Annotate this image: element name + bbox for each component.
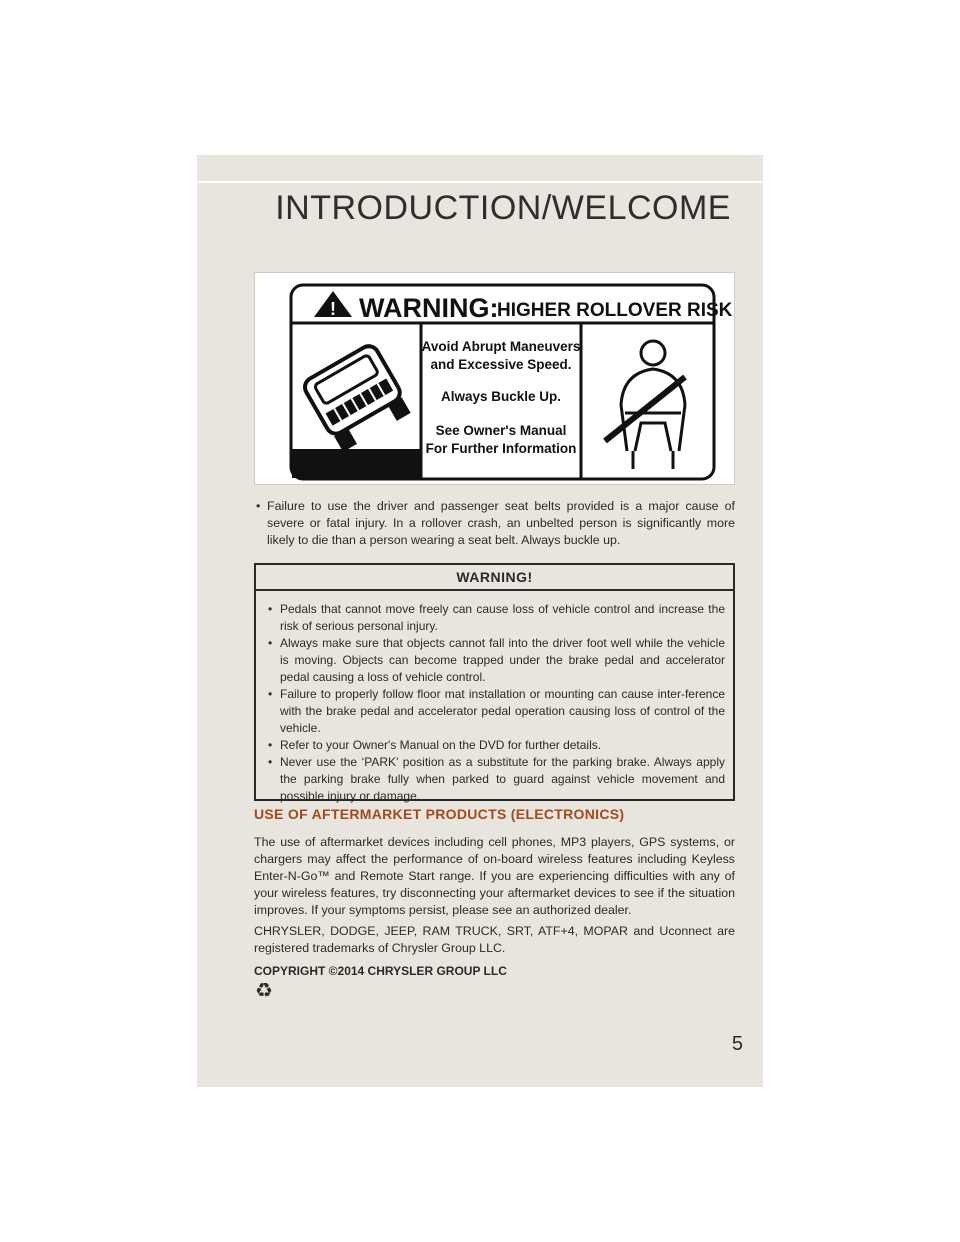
label-prefix: WARNING: [359,293,499,323]
intro-paragraph [254,498,735,549]
warning-list [256,591,733,805]
section-title: INTRODUCTION/WELCOME [275,189,731,227]
list-item: • Failure to use the driver and passenger seat belts provided is a major cause of severe or fatal injury. In a rollover crash, an unbelted person is significantly more likely to die than a person wearing a seat belt. Always buckle up. [254,498,735,549]
warning-item: • Pedals that cannot move freely can cause loss of vehicle control and increase the risk of serious personal injury. [266,601,725,635]
warning-box [254,563,735,801]
warning-item: • Never use the ‘PARK’ position as a substitute for the parking brake. Always apply the parking brake fully when parked to guard against vehicle movement and possible injury or damage. [266,754,725,805]
aftermarket-paragraph-2: CHRYSLER, DODGE, JEEP, RAM TRUCK, SRT, ATF+4, MOPAR and Uconnect are registered trademarks of Chrysler Group LLC. [254,924,735,955]
recycle-icon: ♻ [255,980,273,1002]
aftermarket-heading: USE OF AFTERMARKET PRODUCTS (ELECTRONICS) [254,806,625,822]
header-rule [197,181,763,183]
warning-item: • Always make sure that objects cannot fall into the driver foot well while the vehicle is moving. Objects can become trapped under the brake pedal and accelerator pedal causing a loss of vehicle control. [266,635,725,686]
warning-item: • Failure to properly follow floor mat installation or mounting can cause inter-ference with the brake pedal and accelerator pedal operation causing loss of control of the vehicle. [266,686,725,737]
rollover-label-graphic [255,273,736,486]
label-title: HIGHER ROLLOVER RISK [497,300,733,321]
page-number: 5 [731,1033,743,1055]
svg-text:!: ! [330,299,336,319]
label-line-1: Avoid Abrupt Maneuvers [421,339,581,354]
label-line-3: Always Buckle Up. [440,389,562,404]
copyright-notice: COPYRIGHT ©2014 CHRYSLER GROUP LLC [254,964,507,978]
label-line-5: For Further Information [425,441,577,456]
aftermarket-paragraph-1: The use of aftermarket devices including cell phones, MP3 players, GPS systems, or chargers may affect the performance of on-board wireless features including Keyless Enter-N-Go™ and Remote Start range. If you are experiencing difficulties with any of your wireless features, try disconnecting your aftermarket devices to see if the situation improves. If your symptoms persist, please see an authorized dealer. [254,835,735,917]
warning-box-title: WARNING! [256,565,733,591]
warning-item: • Refer to your Owner's Manual on the DVD for further details. [266,737,725,754]
label-line-2: and Excessive Speed. [430,357,572,372]
label-line-4: See Owner's Manual [435,423,567,438]
rollover-warning-label [254,272,735,485]
manual-page [197,155,763,1087]
